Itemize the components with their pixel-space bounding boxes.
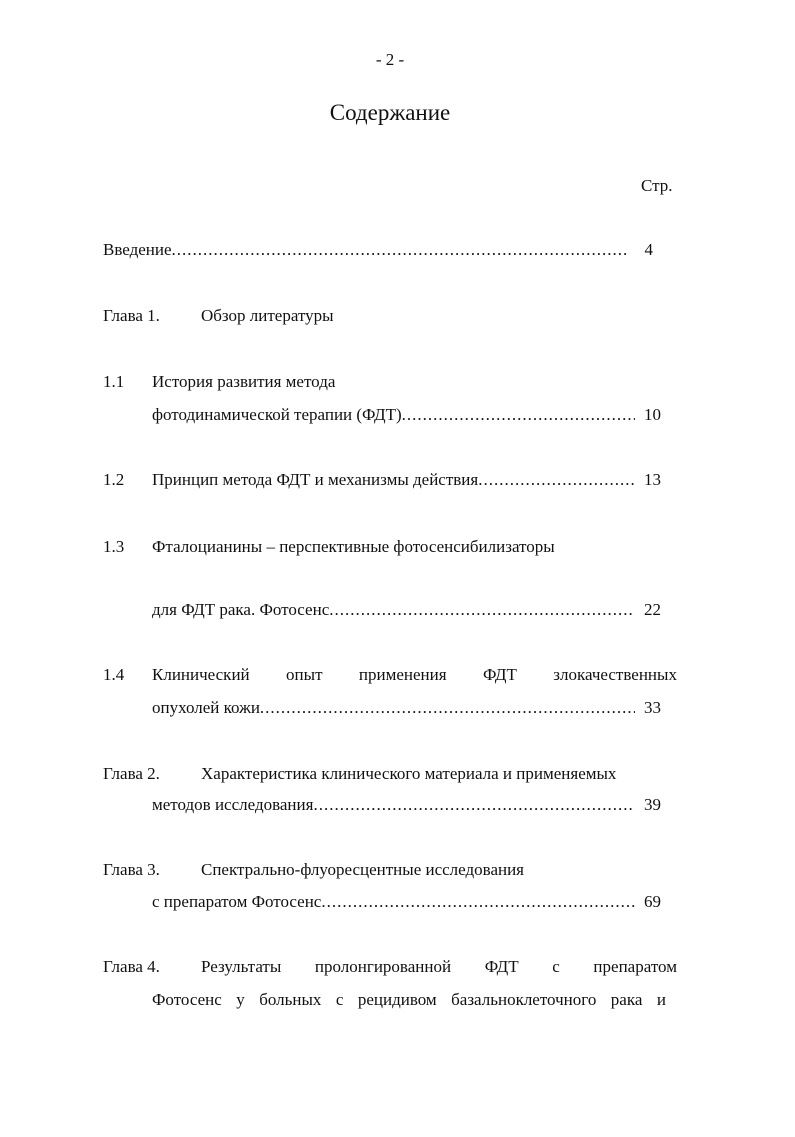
toc-label: Принцип метода ФДТ и механизмы действия: [152, 470, 479, 489]
toc-label: фотодинамической терапии (ФДТ): [152, 405, 402, 424]
word: и: [656, 990, 666, 1009]
word: больных: [259, 990, 322, 1009]
leader-dots: [478, 470, 635, 490]
word: базальноклеточного: [451, 990, 597, 1009]
leader-dots: [172, 240, 627, 260]
word: ФДТ: [482, 665, 517, 684]
toc-chapter-number: Глава 2.: [103, 764, 160, 783]
toc-page: 69: [644, 892, 661, 911]
word: с: [552, 957, 560, 976]
toc-label: для ФДТ рака. Фотосенс: [152, 600, 330, 619]
toc-entry-1-1: [152, 405, 661, 425]
toc-entry-1-2: [152, 470, 661, 490]
toc-section-title-line1: История развития метода: [152, 372, 336, 391]
toc-section-number: 1.4: [103, 665, 125, 684]
word: Фотосенс: [152, 990, 222, 1009]
word: злокачественных: [553, 665, 677, 684]
toc-chapter-number: Глава 1.: [103, 306, 160, 325]
word: ФДТ: [484, 957, 519, 976]
word: пролонгированной: [314, 957, 452, 976]
toc-entry-intro: [103, 240, 653, 260]
leader-dots: [321, 892, 635, 912]
toc-chapter-title-line2: [152, 990, 666, 1010]
leader-dots: [329, 600, 635, 620]
toc-entry-1-4: [152, 698, 661, 718]
toc-label: опухолей кожи: [152, 698, 260, 717]
toc-section-number: 1.1: [103, 372, 125, 391]
leader-dots: [402, 405, 635, 425]
toc-page: 13: [644, 470, 661, 489]
word: Результаты: [201, 957, 282, 976]
leader-dots: [313, 795, 635, 815]
leader-dots: [260, 698, 635, 718]
toc-section-title-line1: Фталоцианины – перспективные фотосенсибилизаторы: [152, 537, 555, 556]
toc-entry-ch2: [152, 795, 661, 815]
toc-chapter-number: Глава 3.: [103, 860, 160, 879]
page-column-header: Стр.: [641, 176, 673, 195]
toc-chapter-title-line1: Характеристика клинического материала и применяемых: [201, 764, 617, 783]
word: с: [335, 990, 344, 1009]
toc-label: Введение: [103, 240, 172, 259]
word: применения: [358, 665, 447, 684]
word: у: [236, 990, 245, 1009]
page-number: - 2 -: [375, 50, 405, 69]
toc-chapter-title-line1: Спектрально-флуоресцентные исследования: [201, 860, 524, 879]
word: препаратом: [593, 957, 677, 976]
toc-page: 10: [644, 405, 661, 424]
toc-entry-ch3: [152, 892, 661, 912]
toc-chapter-title-line1: [201, 957, 677, 977]
toc-section-number: 1.2: [103, 470, 125, 489]
word: Клинический: [152, 665, 250, 684]
word: опыт: [286, 665, 323, 684]
page-title: Содержание: [329, 100, 451, 125]
word: рака: [610, 990, 643, 1009]
toc-chapter-number: Глава 4.: [103, 957, 160, 976]
toc-page: 22: [644, 600, 661, 619]
word: рецидивом: [357, 990, 437, 1009]
toc-section-number: 1.3: [103, 537, 125, 556]
toc-label: методов исследования: [152, 795, 314, 814]
toc-label: с препаратом Фотосенс: [152, 892, 322, 911]
toc-chapter-title: Обзор литературы: [201, 306, 334, 325]
toc-entry-1-3: [152, 600, 661, 620]
toc-page: 4: [644, 240, 653, 259]
toc-section-title-line1: [152, 665, 677, 685]
toc-page: 33: [644, 698, 661, 717]
toc-page: 39: [644, 795, 661, 814]
